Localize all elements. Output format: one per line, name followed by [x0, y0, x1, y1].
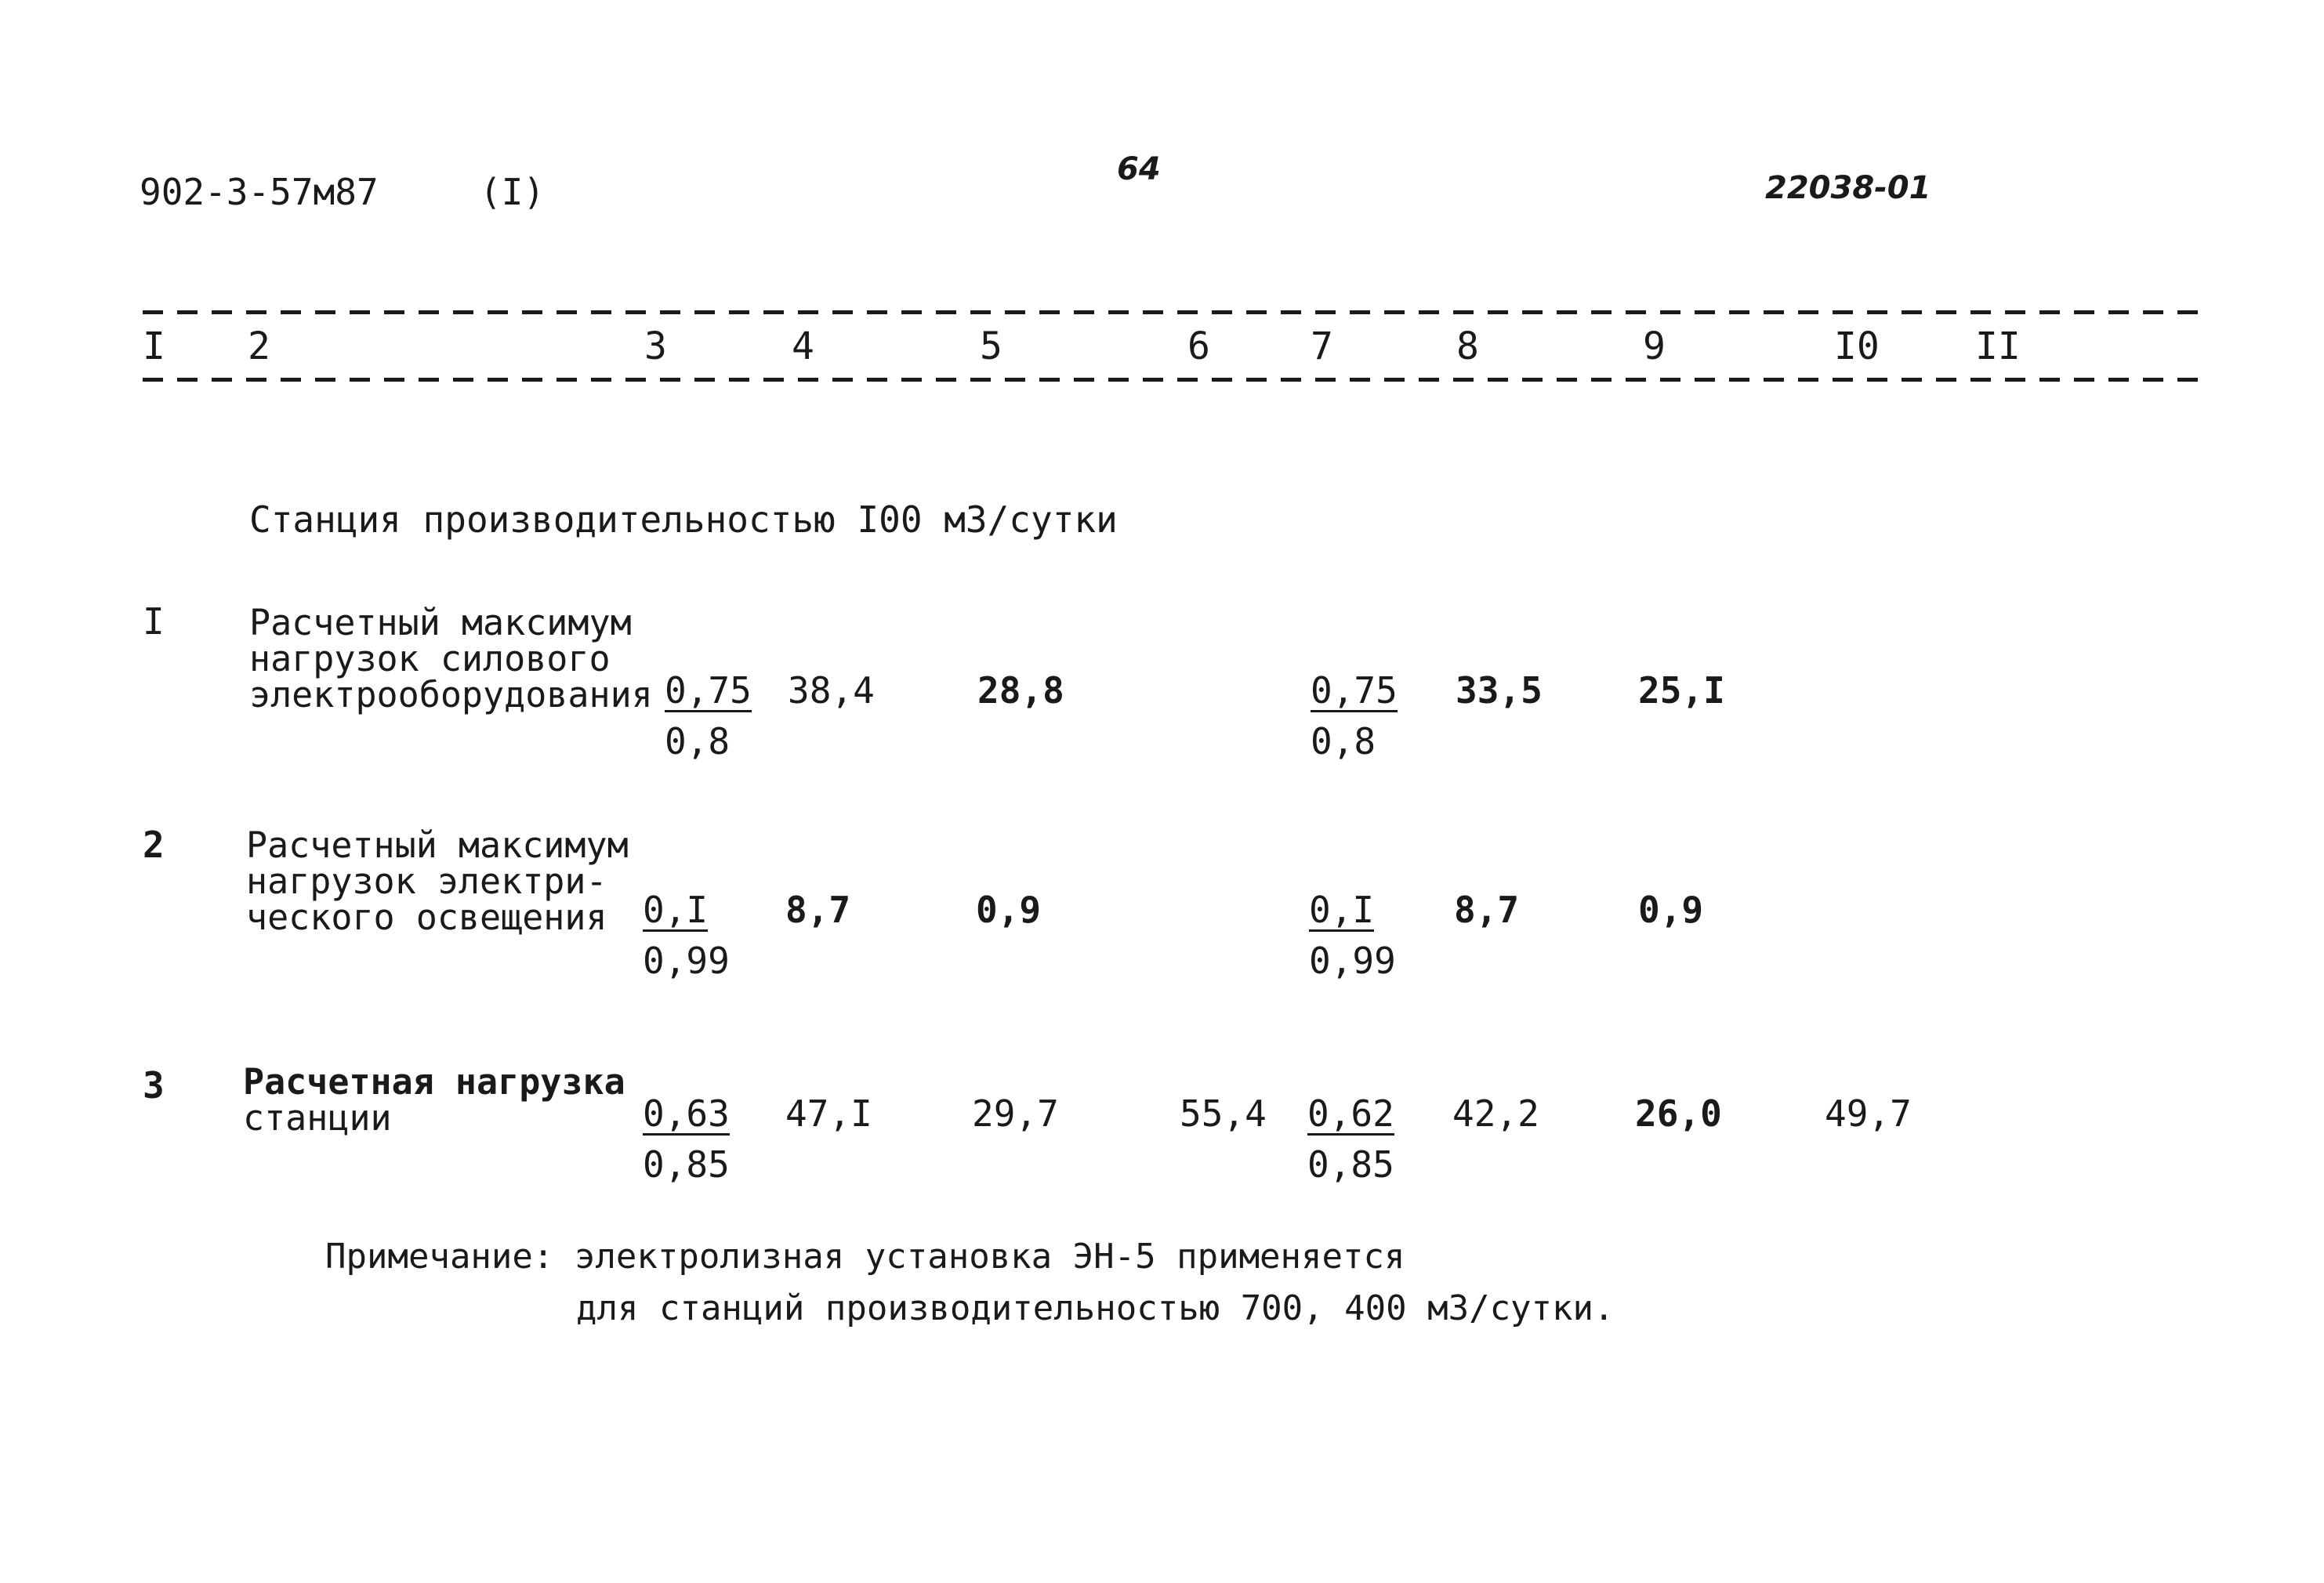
column-header: 5 [980, 324, 1002, 368]
fraction-numerator: 0,I [643, 889, 709, 931]
column-header: 4 [792, 324, 814, 368]
ratio-fraction [643, 889, 730, 982]
column-header: I0 [1834, 324, 1880, 368]
page-number: 64 [1117, 151, 1161, 187]
row-number: I [143, 600, 165, 643]
top-dashed-rule [143, 310, 2204, 314]
fraction-denominator: 0,85 [643, 1143, 730, 1186]
fraction-denominator: 0,8 [665, 720, 731, 763]
cell-value: 47,I [785, 1092, 872, 1135]
column-header: I [143, 324, 165, 368]
row-number: 2 [143, 824, 165, 866]
fraction-numerator: 0,75 [665, 669, 752, 712]
fraction-denominator: 0,85 [1307, 1143, 1394, 1186]
column-header: 8 [1456, 324, 1479, 368]
fraction-numerator: 0,I [1309, 889, 1375, 931]
fraction-denominator: 0,8 [1311, 720, 1376, 763]
row-label-line: Расчетный максимум [246, 824, 629, 866]
cell-value: 38,4 [788, 669, 875, 712]
cell-value: 0,9 [976, 889, 1042, 931]
row-label-line: Расчетный максимум [249, 602, 632, 643]
row-label-line: ческого освещения [246, 897, 607, 938]
fraction-numerator: 0,62 [1307, 1092, 1394, 1135]
bottom-dashed-rule [143, 378, 2204, 382]
cell-value: 33,5 [1456, 669, 1543, 712]
ratio-fraction [643, 1092, 730, 1186]
row-label-line: Расчетная нагрузка [243, 1061, 625, 1103]
cell-value: 42,2 [1452, 1092, 1539, 1135]
column-header: II [1975, 324, 2021, 368]
inventory-number: 22038-01 [1765, 170, 1931, 206]
row-label-line: электрооборудования [249, 674, 653, 715]
section-title: Станция производительностью I00 м3/сутки [249, 498, 1118, 541]
column-header: 3 [644, 324, 667, 368]
cell-value: 29,7 [972, 1092, 1059, 1135]
cell-value: 49,7 [1825, 1092, 1912, 1135]
document-code: 902-3-57м87 [140, 171, 379, 213]
ratio-fraction [665, 669, 752, 763]
column-header: 7 [1311, 324, 1333, 368]
row-label-line: нагрузок силового [249, 638, 611, 679]
cell-value: 26,0 [1635, 1092, 1722, 1135]
fraction-numerator: 0,63 [643, 1092, 730, 1135]
ratio-fraction [1311, 669, 1398, 763]
row-label-line: нагрузок электри- [246, 860, 607, 902]
note-line: Примечание: электролизная установка ЭН-5 применяется [325, 1237, 1405, 1277]
row-number: 3 [143, 1064, 165, 1107]
part-number: (I) [480, 171, 546, 213]
cell-value: 28,8 [977, 669, 1064, 712]
column-header: 6 [1187, 324, 1210, 368]
cell-value: 25,I [1638, 669, 1725, 712]
cell-value: 0,9 [1638, 889, 1704, 931]
fraction-denominator: 0,99 [643, 940, 730, 982]
column-header: 2 [248, 324, 270, 368]
column-header: 9 [1643, 324, 1666, 368]
fraction-denominator: 0,99 [1309, 940, 1396, 982]
row-label-line: станции [243, 1097, 392, 1139]
cell-value: 8,7 [1454, 889, 1520, 931]
ratio-fraction [1309, 889, 1396, 982]
ratio-fraction [1307, 1092, 1394, 1186]
cell-value: 8,7 [785, 889, 851, 931]
fraction-numerator: 0,75 [1311, 669, 1398, 712]
cell-value: 55,4 [1180, 1092, 1267, 1135]
note-line: для станций производительностью 700, 400 м3/сутки. [576, 1288, 1615, 1328]
